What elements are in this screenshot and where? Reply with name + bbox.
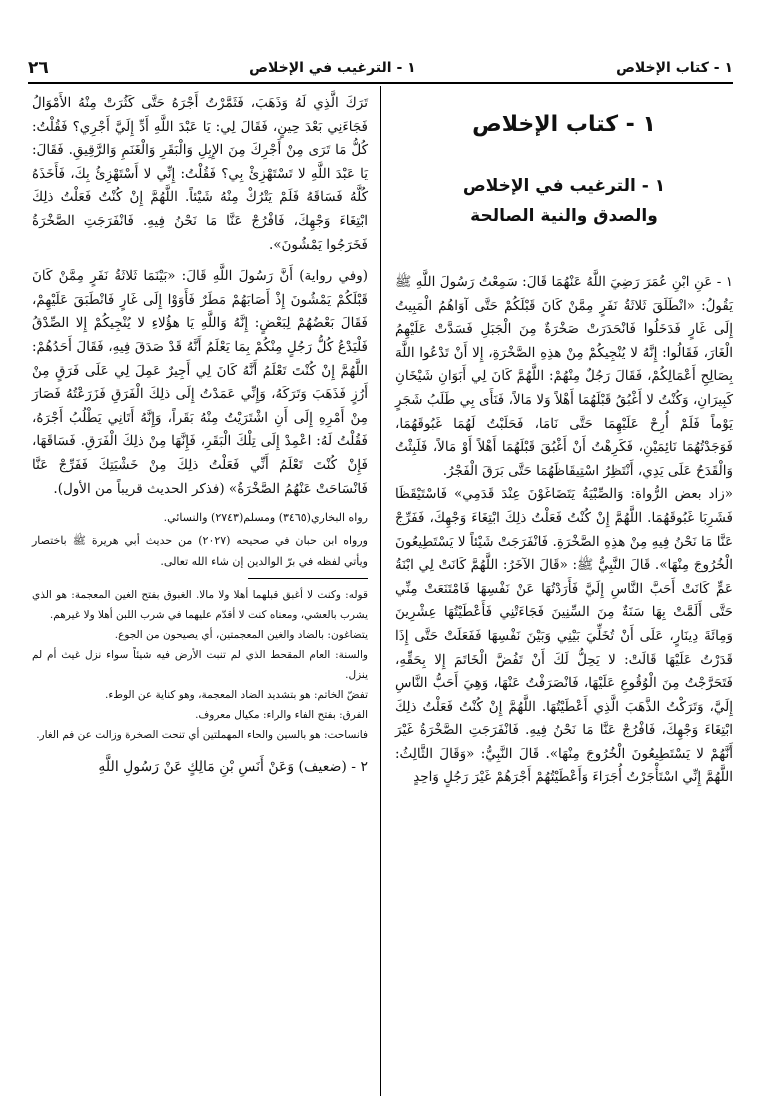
note-sana: والسنة: العام المقحط الذي لم تنبت الأرض فيه شيئاً سواء نزل غيث أم لم ينزل. xyxy=(32,649,368,682)
page-header xyxy=(28,56,733,80)
chapter-heading-line2: والصدق والنية الصالحة xyxy=(470,206,658,226)
hadith-1-continued: «زاد بعض الرُّواة: وَالصِّبْيَةُ يَتَضَاغَوْنَ عِنْدَ قَدَمِي» فَاسْتَيْقَظَا فَشَرِبَا غَبُوقَهُمَا. اللَّهُمَّ إِنْ كُنْتُ فَعَلْتُ ذلِكَ ابْتِغَاءَ وَجْهِكَ، فَفَرِّجْ عَنَّا مَا نَحْنُ فِيهِ مِنْ هذِهِ الصَّخْرَةِ. فَانْفَرَجَتْ شَيْئاً لا يَسْتَطِيعُونَ الْخُرُوجَ مِنْهَا». قَالَ النَّبِيُّ ﷺ: «قَالَ الآخَرُ: اللَّهُمَّ كَانَتْ لِي ابْنَةُ عَمٍّ كَانَتْ أَحَبَّ النَّاسِ إِلَيَّ فَأَرَدْتُهَا عَنْ نَفْسِهَا فَامْتَنَعَتْ مِنِّي حَتَّى أَلَمَّتْ بِهَا سَنَةٌ مِنَ السِّنِينَ فَجَاءَتْنِي فَأَعْطَيْتُهَا عِشْرِينَ وَمِائَةَ دِينَارٍ، عَلَى أَنْ تُخَلِّيَ بَيْنِي وَبَيْنَ نَفْسِهَا فَفَعَلَتْ حَتَّى إِذَا قَدَرْتُ عَلَيْهَا قَالَتْ: لا يَحِلُّ لَكَ أَنْ تَفُضَّ الْخَاتَمَ إِلا بِحَقِّهِ، فَتَحَرَّجْتُ مِنَ الْوُقُوعِ عَلَيْهَا، فَانْصَرَفْتُ عَنْهَا، وَهِيَ أَحَبُّ النَّاسِ إِلَيَّ، وَتَرَكْتُ الذَّهَبَ الَّذِي أَعْطَيْتُهَا. اللَّهُمَّ إِنْ كُنْتُ فَعَلْتُ ذلِكَ ابْتِغَاءَ وَجْهِكَ، فَافْرُجْ عَنَّا مَا نَحْنُ فِيهِ. فَانْفَرَجَتِ الصَّخْرَةُ غَيْرَ أَنَّهُمْ لا يَسْتَطِيعُونَ الْخُرُوجَ مِنْهَا». قَالَ النَّبِيُّ: «وَقَالَ الثَّالِثُ: اللَّهُمَّ إِنِّي اسْتَأْجَرْتُ أُجَرَاءَ وَأَعْطَيْتُهُمْ أَجْرَهُمْ غَيْرَ رَجُلٍ وَاحِدٍ xyxy=(395,486,733,786)
page-number: ٢٦ xyxy=(28,58,49,78)
header-book-title: ١ - كتاب الإخلاص xyxy=(616,60,733,76)
hadith-1-text: ١ - عَنِ ابْنِ عُمَرَ رَضِيَ اللَّهُ عَنْهُمَا قَالَ: سَمِعْتُ رَسُولَ اللَّهِ ﷺ يَقُولُ: «انْطَلَقَ ثَلاثَةُ نَفَرٍ مِمَّنْ كَانَ قَبْلَكُمْ حَتَّى آوَاهُمُ الْمَبِيتُ إِلَى غَارٍ فَدَخَلُوا فَانْحَدَرَتْ صَخْرَةٌ مِنَ الْجَبَلِ فَسَدَّتْ عَلَيْهِمُ الْغَارَ، فَقَالُوا: إِنَّهُ لا يُنْجِيكُمْ مِنْ هذِهِ الصَّخْرَةِ، إِلا أَنْ تَدْعُوا اللَّهَ بِصَالِحِ أَعْمَالِكُمْ، فَقَالَ رَجُلٌ مِنْهُمْ: اللَّهُمَّ كَانَ لِي أَبَوَانِ شَيْخَانِ كَبِيرَانِ، وَكُنْتُ لا أَغْبُقُ قَبْلَهُمَا أَهْلاً وَلا مَالاً، فَنَأَى بِي طَلَبُ شَجَرٍ يَوْماً فَلَمْ أُرِحْ عَلَيْهِمَا حَتَّى نَامَا، فَحَلَبْتُ لَهُمَا غَبُوقَهُمَا، فَوَجَدْتُهُمَا نَائِمَيْنِ، فَكَرِهْتُ أَنْ أَغْبُقَ قَبْلَهُمَا أَهْلاً أَوْ مَالاً، فَلَبِثْتُ وَالْقَدَحُ عَلَى يَدِي، أَنْتَظِرُ اسْتِيقَاظَهُمَا حَتَّى بَرَقَ الْفَجْرُ. xyxy=(395,274,733,479)
notes-separator xyxy=(248,578,368,579)
left-column xyxy=(32,92,368,793)
hadith-1-ending: تَرَكَ الَّذِي لَهُ وَذَهَبَ، فَثَمَّرْتُ أَجْرَهُ حَتَّى كَثُرَتْ مِنْهُ الأَمْوَالُ فَجَاءَنِي بَعْدَ حِينٍ، فَقَالَ لِي: يَا عَبْدَ اللَّهِ أَدِّ إِلَيَّ أَجْرِي؟ فَقُلْتُ: كُلُّ مَا تَرَى مِنْ أَجْرِكَ مِنَ الإِبِلِ وَالْبَقَرِ وَالْغَنَمِ وَالرَّقِيقِ. فَقَالَ: يَا عَبْدَ اللَّهِ لا تَسْتَهْزِئْ بِي؟ فَقُلْتُ: إِنِّي لا أَسْتَهْزِئُ بِكَ، فَأَخَذَهُ كُلَّهُ فَسَاقَهُ فَلَمْ يَتْرُكْ مِنْهُ شَيْئاً. اللَّهُمَّ إِنْ كُنْتُ فَعَلْتُ ذلِكَ ابْتِغَاءَ وَجْهِكَ، فَافْرُجْ عَنَّا مَا نَحْنُ فِيهِ. فَانْفَرَجَتِ الصَّخْرَةُ فَخَرَجُوا يَمْشُونَ». xyxy=(32,95,368,253)
header-rule xyxy=(28,82,733,84)
right-column xyxy=(395,92,733,790)
column-divider xyxy=(380,86,381,1096)
note-khatam: تفضّ الخاتم: هو بتشديد الضاد المعجمة، وهو كناية عن الوطء. xyxy=(105,689,368,702)
note-yatadaghawn: يتضاغون: بالضاد والغين المعجمتين، أي يصيحون من الجوع. xyxy=(114,629,368,642)
note-ghabuq: قوله: وكنت لا أغبق قبلهما أهلا ولا مالا. الغبوق بفتح الغين المعجمة: هو الذي يشرب بالعشي، ومعناه كنت لا أقدّم عليهما في شرب اللبن أهلا ولا غيرهم. xyxy=(32,589,368,622)
header-section-title: ١ - الترغيب في الإخلاص xyxy=(249,60,416,76)
hadith-2-start: ٢ - (ضعيف) وَعَنْ أَنَسِ بْنِ مَالِكٍ عَنْ رَسُولِ اللَّهِ xyxy=(98,759,368,776)
source-citation-1: رواه البخاري(٣٤٦٥) ومسلم(٢٧٤٣) والنسائي. xyxy=(163,511,368,525)
book-heading: ١ - كتاب الإخلاص xyxy=(472,112,656,137)
source-citation-2: ورواه ابن حبان في صحيحه (٢٠٢٧) من حديث أبي هريرة ﷺ باختصار ويأتي لفظه في برّ الوالدين إن شاء الله تعالى. xyxy=(32,534,368,569)
chapter-heading xyxy=(395,171,733,231)
chapter-heading-line1: ١ - الترغيب في الإخلاص xyxy=(462,176,666,196)
hadith-1-variant: (وفي رواية) أَنَّ رَسُولَ اللَّهِ قَالَ: «بَيْنَمَا ثَلاثَةُ نَفَرٍ مِمَّنْ كَانَ قَبْلَكُمْ يَمْشُونَ إِذْ أَصَابَهُمْ مَطَرٌ فَأَوَوْا إِلَى غَارٍ فَانْطَبَقَ عَلَيْهِمْ، فَقَالَ بَعْضُهُمْ لِبَعْضٍ: إِنَّهُ وَاللَّهِ يَا هؤُلاءِ لا يُنْجِيكُمْ إِلا الصِّدْقُ فَلْيَدْعُ كُلُّ رَجُلٍ مِنْكُمْ بِمَا يَعْلَمُ أَنَّهُ قَدْ صَدَقَ فِيهِ، فَقَالَ أَحَدُهُمْ: اللَّهُمَّ إِنْ كُنْتَ تَعْلَمُ أَنَّهُ كَانَ لِي أَجِيرٌ عَمِلَ لِي عَلَى فَرَقٍ مِنْ أَرُزٍ فَذَهَبَ وَتَرَكَهُ، وَإِنِّي عَمَدْتُ إِلَى ذلِكَ الْفَرَقِ فَزَرَعْتُهُ فَصَارَ مِنْ أَمْرِهِ إِلَى أَنِ اشْتَرَيْتُ مِنْهُ بَقَراً، وَإِنَّهُ أَتَانِي يَطْلُبُ أَجْرَهُ، فَقُلْتُ لَهُ: اعْمِدْ إِلَى تِلْكَ الْبَقَرِ، فَإِنَّهَا مِنْ ذلِكَ الْفَرَقِ. فَسَاقَهَا، فَإِنْ كُنْتَ تَعْلَمُ أَنِّي فَعَلْتُ ذلِكَ مِنْ خَشْيَتِكَ فَفَرِّجْ عَنَّا فَانْسَاحَتْ عَنْهُمُ الصَّخْرَةُ» (فذكر الحديث قريباً من الأول). xyxy=(32,268,368,497)
note-faraq: الفرق: بفتح الفاء والراء: مكيال معروف. xyxy=(195,709,368,722)
note-fansahat: فانساحت: هو بالسين والحاء المهملتين أي تنحت الصخرة وزالت عن فم الغار. xyxy=(36,729,368,742)
